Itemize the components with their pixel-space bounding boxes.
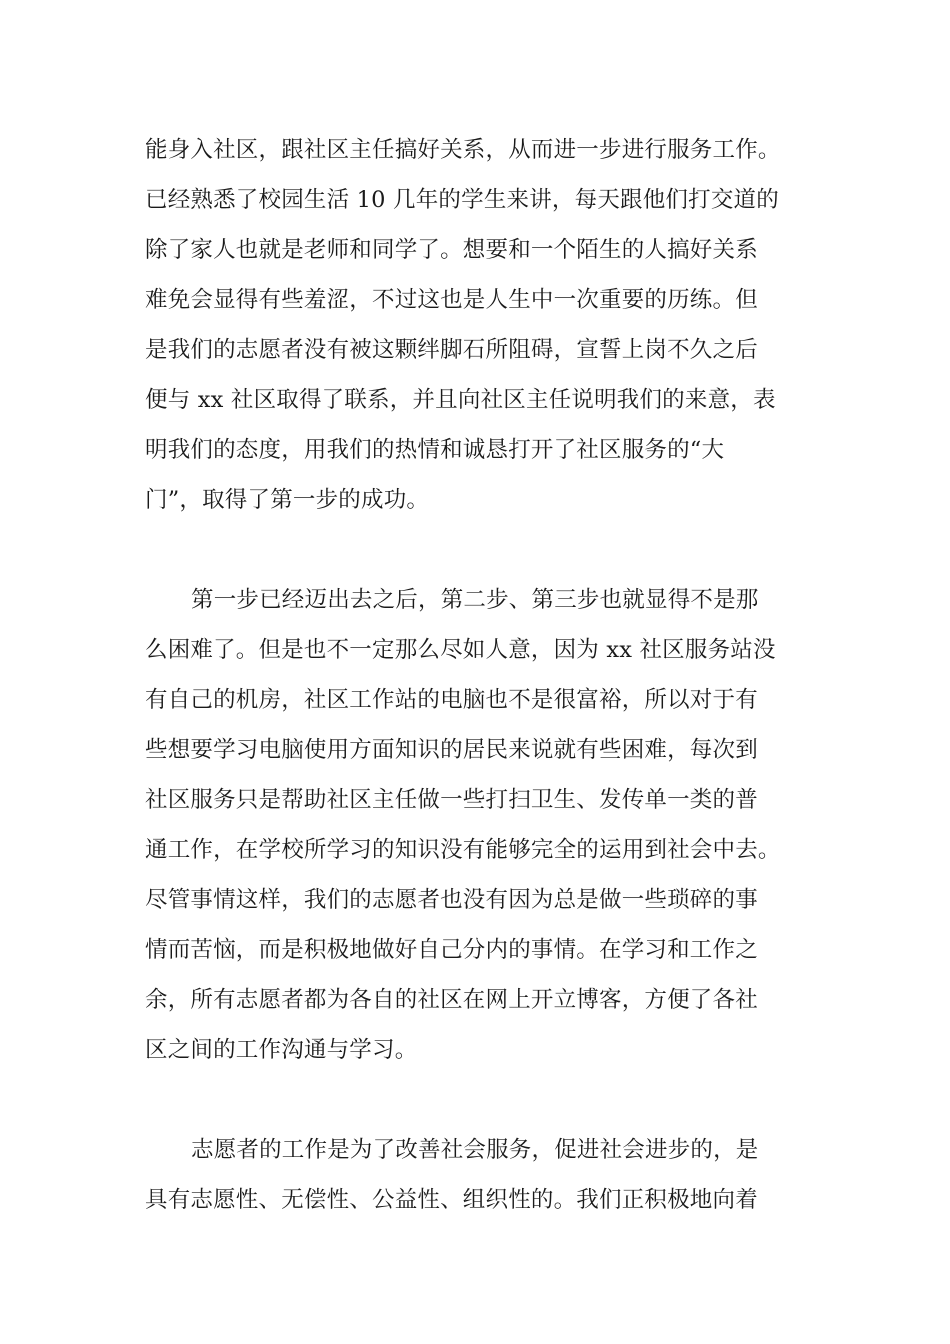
text-line: 能身入社区，跟社区主任搞好关系，从而进一步进行服务工作。 bbox=[145, 137, 781, 163]
text-line: 难免会显得有些羞涩，不过这也是人生中一次重要的历练。但 bbox=[145, 287, 758, 313]
text-line: 么困难了。但是也不一定那么尽如人意，因为 xx 社区服务站没 bbox=[145, 637, 776, 663]
text-line: 具有志愿性、无偿性、公益性、组织性的。我们正积极地向着 bbox=[145, 1187, 758, 1213]
text-line: 志愿者的工作是为了改善社会服务，促进社会进步的，是 bbox=[191, 1137, 759, 1163]
text-line: 些想要学习电脑使用方面知识的居民来说就有些困难，每次到 bbox=[145, 737, 758, 763]
text-line: 余，所有志愿者都为各自的社区在网上开立博客，方便了各社 bbox=[145, 987, 758, 1013]
text-line: 通工作，在学校所学习的知识没有能够完全的运用到社会中去。 bbox=[145, 837, 781, 863]
text-line: 区之间的工作沟通与学习。 bbox=[145, 1037, 418, 1063]
text-line: 情而苦恼，而是积极地做好自己分内的事情。在学习和工作之 bbox=[145, 937, 758, 963]
text-line: 社区服务只是帮助社区主任做一些打扫卫生、发传单一类的普 bbox=[145, 787, 758, 813]
text-line: 是我们的志愿者没有被这颗绊脚石所阻碍，宣誓上岗不久之后 bbox=[145, 337, 758, 363]
text-line: 除了家人也就是老师和同学了。想要和一个陌生的人搞好关系 bbox=[145, 237, 758, 263]
text-line: 已经熟悉了校园生活 10 几年的学生来讲，每天跟他们打交道的 bbox=[145, 187, 779, 213]
text-line: 第一步已经迈出去之后，第二步、第三步也就显得不是那 bbox=[191, 587, 759, 613]
text-line: 有自己的机房，社区工作站的电脑也不是很富裕，所以对于有 bbox=[145, 687, 758, 713]
text-line: 便与 xx 社区取得了联系，并且向社区主任说明我们的来意，表 bbox=[145, 387, 776, 413]
text-line: 门”，取得了第一步的成功。 bbox=[145, 487, 430, 513]
text-line: 尽管事情这样，我们的志愿者也没有因为总是做一些琐碎的事 bbox=[145, 887, 758, 913]
text-line: 明我们的态度，用我们的热情和诚恳打开了社区服务的“大 bbox=[145, 437, 725, 463]
